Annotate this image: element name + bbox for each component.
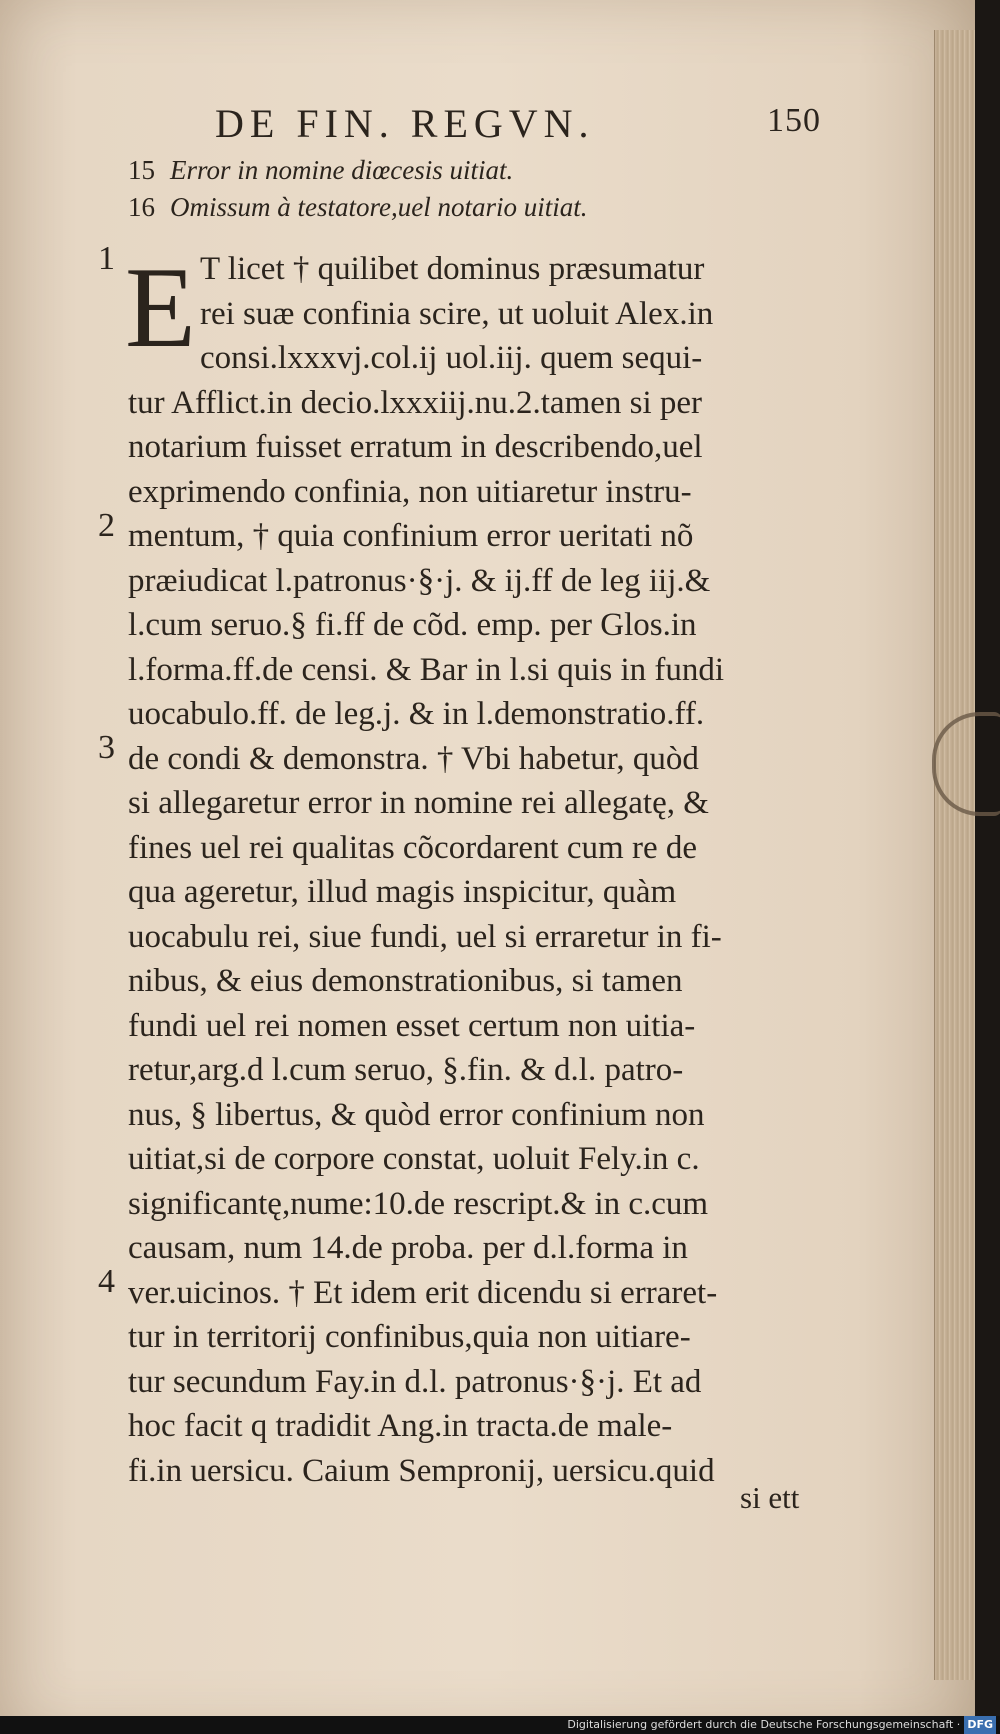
text-line: fines uel rei qualitas cõcordarent cum re de xyxy=(128,829,697,866)
page-number: 150 xyxy=(767,102,821,139)
summary-line xyxy=(128,155,513,186)
text-line: mentum, † quia confinium error ueritati nõ xyxy=(128,518,694,554)
summary-number: 16 xyxy=(128,192,155,222)
dfg-logo: DFG xyxy=(964,1716,996,1734)
running-title: DE FIN. REGVN. xyxy=(215,101,595,146)
text-line: rei suæ confinia scire, ut uoluit Alex.in xyxy=(200,295,714,332)
text-line: de condi & demonstra. † Vbi habetur, quòd xyxy=(128,740,699,777)
text-line: causam, num 14.de proba. per d.l.forma in xyxy=(128,1230,688,1266)
margin-number: 3 xyxy=(98,729,115,766)
text-line: præiudicat l.patronus·§·j. & ij.ff de leg iij.& xyxy=(128,562,711,599)
text-line: tur in territorij confinibus,quia non uitiare- xyxy=(128,1319,691,1355)
page-edge-stack xyxy=(934,30,975,1680)
drop-capital: E xyxy=(125,244,196,372)
digitization-footer xyxy=(0,1716,1000,1734)
body-text xyxy=(128,247,818,1493)
text-line: significantę,nume:10.de rescript.& in c.cum xyxy=(128,1185,709,1222)
text-line: l.forma.ff.de censi. & Bar in l.si quis in fundi xyxy=(128,651,725,688)
margin-number: 4 xyxy=(98,1263,115,1300)
text-line: consi.lxxxvj.col.ij uol.iij. quem sequi- xyxy=(200,340,703,376)
text-line: l.cum seruo.§ fi.ff de cõd. emp. per Glos.in xyxy=(128,607,697,643)
summary-text: Omissum à testatore,uel notario uitiat. xyxy=(170,192,588,222)
text-line: exprimendo confinia, non uitiaretur instru- xyxy=(128,473,692,510)
text-line: fi.in uersicu. Caium Sempronij, uersicu.quid xyxy=(128,1452,715,1489)
summary-number: 15 xyxy=(128,155,155,185)
footer-text: Digitalisierung gefördert durch die Deutsche Forschungsgemeinschaft · xyxy=(567,1718,961,1731)
text-line: tur Afflict.in decio.lxxxiij.nu.2.tamen si per xyxy=(128,384,703,421)
text-line: T licet † quilibet dominus præsumatur xyxy=(200,251,705,287)
text-line: hoc facit q tradidit Ang.in tracta.de male- xyxy=(128,1408,673,1444)
text-line: nibus, & eius demonstrationibus, si tamen xyxy=(128,963,683,999)
running-header xyxy=(215,100,821,150)
text-line: nus, § libertus, & quòd error confinium non xyxy=(128,1096,705,1133)
margin-number: 2 xyxy=(98,507,115,544)
summary-line xyxy=(128,192,588,223)
catchword: si ett xyxy=(740,1480,800,1515)
summary-text: Error in nomine diœcesis uitiat. xyxy=(170,155,514,185)
text-line: retur,arg.d l.cum seruo, §.fin. & d.l. patro- xyxy=(128,1052,684,1088)
text-line: fundi uel rei nomen esset certum non uitia- xyxy=(128,1007,696,1044)
text-line: tur secundum Fay.in d.l. patronus·§·j. Et ad xyxy=(128,1363,702,1400)
text-line: uitiat,si de corpore constat, uoluit Fely.in c. xyxy=(128,1141,700,1177)
margin-number: 1 xyxy=(98,240,115,277)
text-line: si allegaretur error in nomine rei allegatę, & xyxy=(128,785,709,821)
text-line: ver.uicinos. † Et idem erit dicendu si erraret- xyxy=(128,1274,718,1311)
text-line: uocabulo.ff. de leg.j. & in l.demonstratio.ff. xyxy=(128,696,705,732)
text-line: qua ageretur, illud magis inspicitur, quàm xyxy=(128,874,677,910)
text-line: uocabulu rei, siue fundi, uel si erraretur in fi- xyxy=(128,918,722,955)
text-line: notarium fuisset erratum in describendo,uel xyxy=(128,429,703,465)
